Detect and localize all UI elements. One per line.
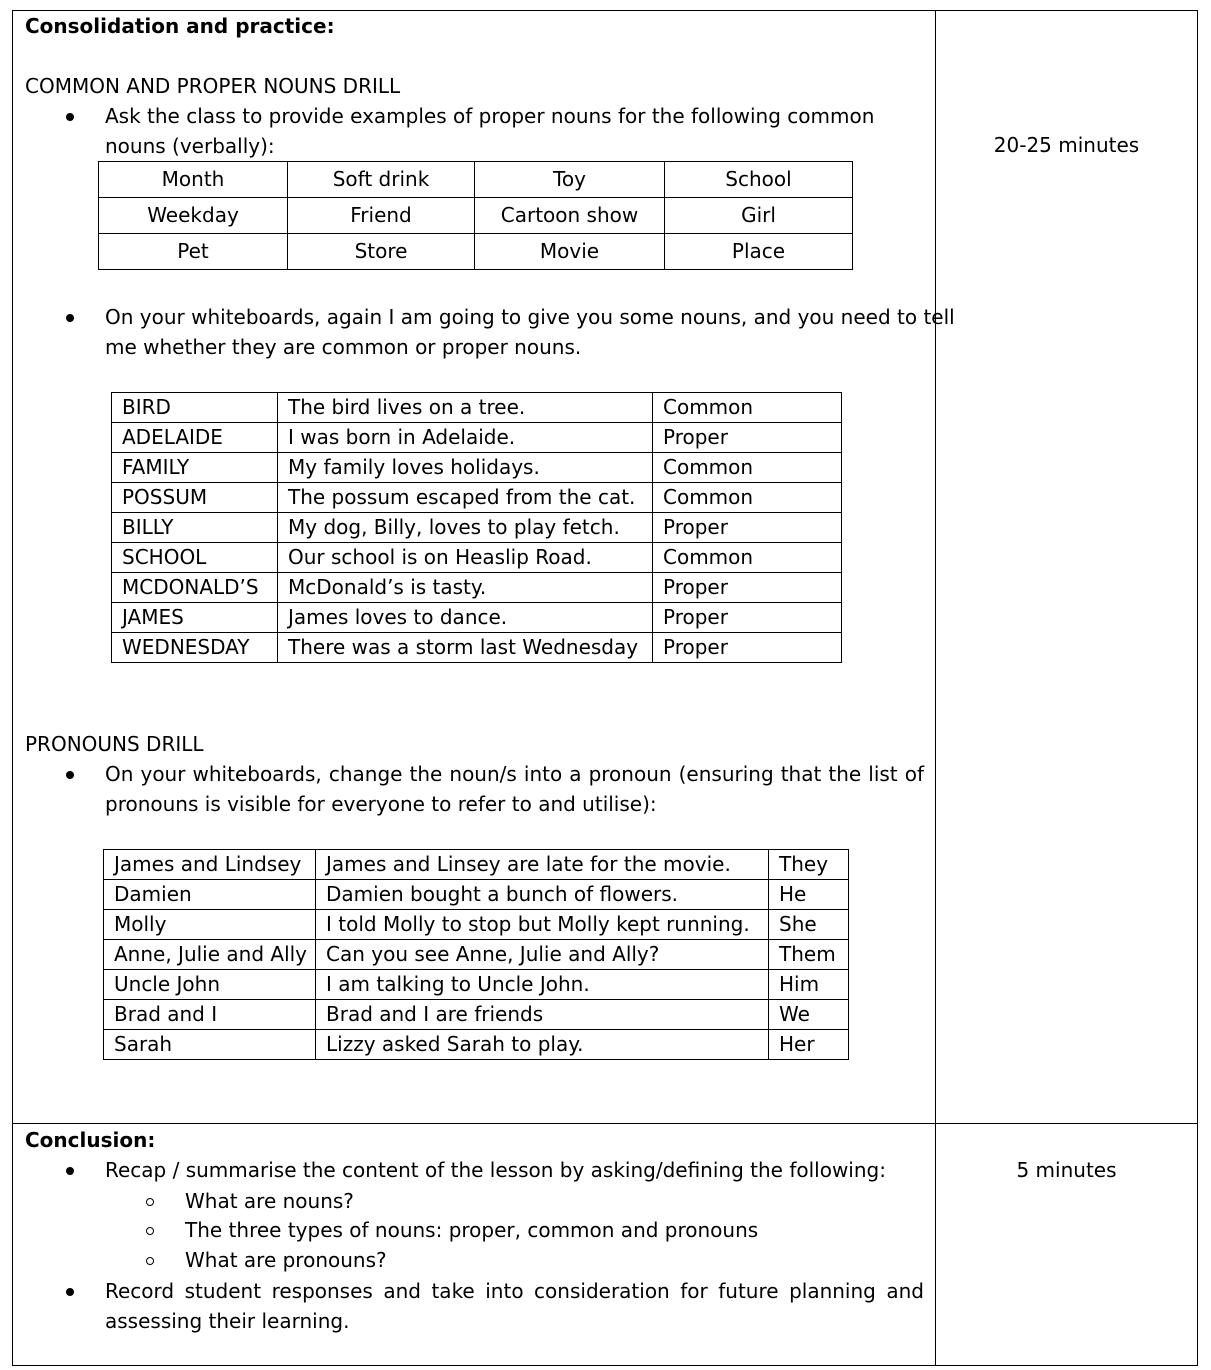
pronouns-drill-title: PRONOUNS DRILL [25, 732, 204, 756]
table-cell: MCDONALD’S [112, 573, 278, 603]
bullet-text-line: Ask the class to provide examples of proper nouns for the following common [105, 104, 875, 128]
table-cell: Proper [653, 423, 842, 453]
bullet-icon [66, 113, 74, 121]
section-time-conclusion: 5 minutes [1016, 1158, 1117, 1182]
table-cell: WEDNESDAY [112, 633, 278, 663]
table-cell: Friend [288, 198, 475, 234]
table-cell: Uncle John [104, 970, 316, 1000]
sub-item: The three types of nouns: proper, common and pronouns [185, 1218, 759, 1242]
table-row [104, 1030, 849, 1060]
table-cell: The possum escaped from the cat. [278, 483, 653, 513]
table-row [104, 910, 849, 940]
table-cell: Common [653, 483, 842, 513]
bullet-icon [66, 314, 74, 322]
table-cell: Lizzy asked Sarah to play. [316, 1030, 769, 1060]
table-cell: There was a storm last Wednesday [278, 633, 653, 663]
bullet-text-line: On your whiteboards, again I am going to give you some nouns, and you need to tell [105, 305, 955, 329]
table-cell: School [665, 162, 853, 198]
table-cell: Anne, Julie and Ally [104, 940, 316, 970]
table-cell: JAMES [112, 603, 278, 633]
table-cell: Proper [653, 513, 842, 543]
outer-border-left [12, 10, 13, 1366]
table-cell: James and Linsey are late for the movie. [316, 850, 769, 880]
table-cell: Proper [653, 633, 842, 663]
table-row [112, 513, 842, 543]
bullet-icon [66, 771, 74, 779]
table-cell: I told Molly to stop but Molly kept running. [316, 910, 769, 940]
table-cell: POSSUM [112, 483, 278, 513]
bullet-text-line: On your whiteboards, change the noun/s into a pronoun (ensuring that the list of [105, 762, 924, 786]
section-time-consolidation: 20-25 minutes [993, 133, 1140, 157]
table-cell: SCHOOL [112, 543, 278, 573]
table-row [112, 393, 842, 423]
table-row [112, 423, 842, 453]
common-proper-drill-title: COMMON AND PROPER NOUNS DRILL [25, 74, 401, 98]
table-cell: Cartoon show [475, 198, 665, 234]
table-cell: Molly [104, 910, 316, 940]
table-cell: Sarah [104, 1030, 316, 1060]
bullet-text-line: me whether they are common or proper nouns. [105, 335, 582, 359]
table-row [112, 453, 842, 483]
table-row [112, 543, 842, 573]
table-cell: Movie [475, 234, 665, 270]
table-row [104, 970, 849, 1000]
table-cell: Damien bought a bunch of flowers. [316, 880, 769, 910]
bullet-text-line: assessing their learning. [105, 1309, 350, 1333]
table-cell: Our school is on Heaslip Road. [278, 543, 653, 573]
bullet-text-line: Recap / summarise the content of the lesson by asking/defining the following: [105, 1158, 886, 1182]
bullet-text-line: Record student responses and take into consideration for future planning and [105, 1279, 924, 1303]
bullet-icon [66, 1288, 74, 1296]
table-row [99, 234, 853, 270]
table-cell: Girl [665, 198, 853, 234]
table-cell: BIRD [112, 393, 278, 423]
section-heading-consolidation: Consolidation and practice: [25, 14, 335, 38]
sub-item: What are pronouns? [185, 1248, 387, 1272]
table-cell: Pet [99, 234, 288, 270]
table-row [104, 880, 849, 910]
table-row [112, 483, 842, 513]
table-cell: My family loves holidays. [278, 453, 653, 483]
table-cell: Brad and I are friends [316, 1000, 769, 1030]
table-cell: Brad and I [104, 1000, 316, 1030]
table-row [112, 603, 842, 633]
sub-bullet-icon [146, 1257, 154, 1265]
table-cell: Month [99, 162, 288, 198]
table-row [112, 573, 842, 603]
table-cell: James and Lindsey [104, 850, 316, 880]
sub-bullet-icon [146, 1198, 154, 1206]
table-cell: I was born in Adelaide. [278, 423, 653, 453]
table-row [104, 940, 849, 970]
table-cell: James loves to dance. [278, 603, 653, 633]
table-cell: Common [653, 543, 842, 573]
sub-bullet-icon [146, 1227, 154, 1235]
table-cell: My dog, Billy, loves to play fetch. [278, 513, 653, 543]
table-cell: She [769, 910, 849, 940]
noun-classification-table [111, 392, 842, 663]
table-cell: We [769, 1000, 849, 1030]
table-row [99, 162, 853, 198]
table-cell: FAMILY [112, 453, 278, 483]
section-heading-conclusion: Conclusion: [25, 1128, 156, 1152]
bullet-text-line: pronouns is visible for everyone to refer to and utilise): [105, 792, 657, 816]
common-nouns-table [98, 161, 853, 270]
table-cell: Common [653, 393, 842, 423]
outer-border-bottom [12, 1365, 1198, 1366]
sub-item: What are nouns? [185, 1189, 354, 1213]
table-cell: Weekday [99, 198, 288, 234]
table-cell: He [769, 880, 849, 910]
table-cell: Store [288, 234, 475, 270]
outer-border-right [1197, 10, 1198, 1366]
table-row [104, 850, 849, 880]
pronoun-table [103, 849, 849, 1060]
table-cell: Proper [653, 573, 842, 603]
table-cell: Common [653, 453, 842, 483]
table-cell: Can you see Anne, Julie and Ally? [316, 940, 769, 970]
table-cell: McDonald’s is tasty. [278, 573, 653, 603]
table-cell: BILLY [112, 513, 278, 543]
bullet-icon [66, 1167, 74, 1175]
table-cell: Soft drink [288, 162, 475, 198]
table-cell: The bird lives on a tree. [278, 393, 653, 423]
table-cell: Toy [475, 162, 665, 198]
table-cell: They [769, 850, 849, 880]
table-cell: Her [769, 1030, 849, 1060]
table-cell: Damien [104, 880, 316, 910]
table-cell: ADELAIDE [112, 423, 278, 453]
table-cell: Place [665, 234, 853, 270]
bullet-text-line: nouns (verbally): [105, 134, 275, 158]
row-divider [12, 1123, 1198, 1124]
table-row [112, 633, 842, 663]
table-cell: Him [769, 970, 849, 1000]
table-cell: Them [769, 940, 849, 970]
table-cell: Proper [653, 603, 842, 633]
table-row [104, 1000, 849, 1030]
table-cell: I am talking to Uncle John. [316, 970, 769, 1000]
table-row [99, 198, 853, 234]
